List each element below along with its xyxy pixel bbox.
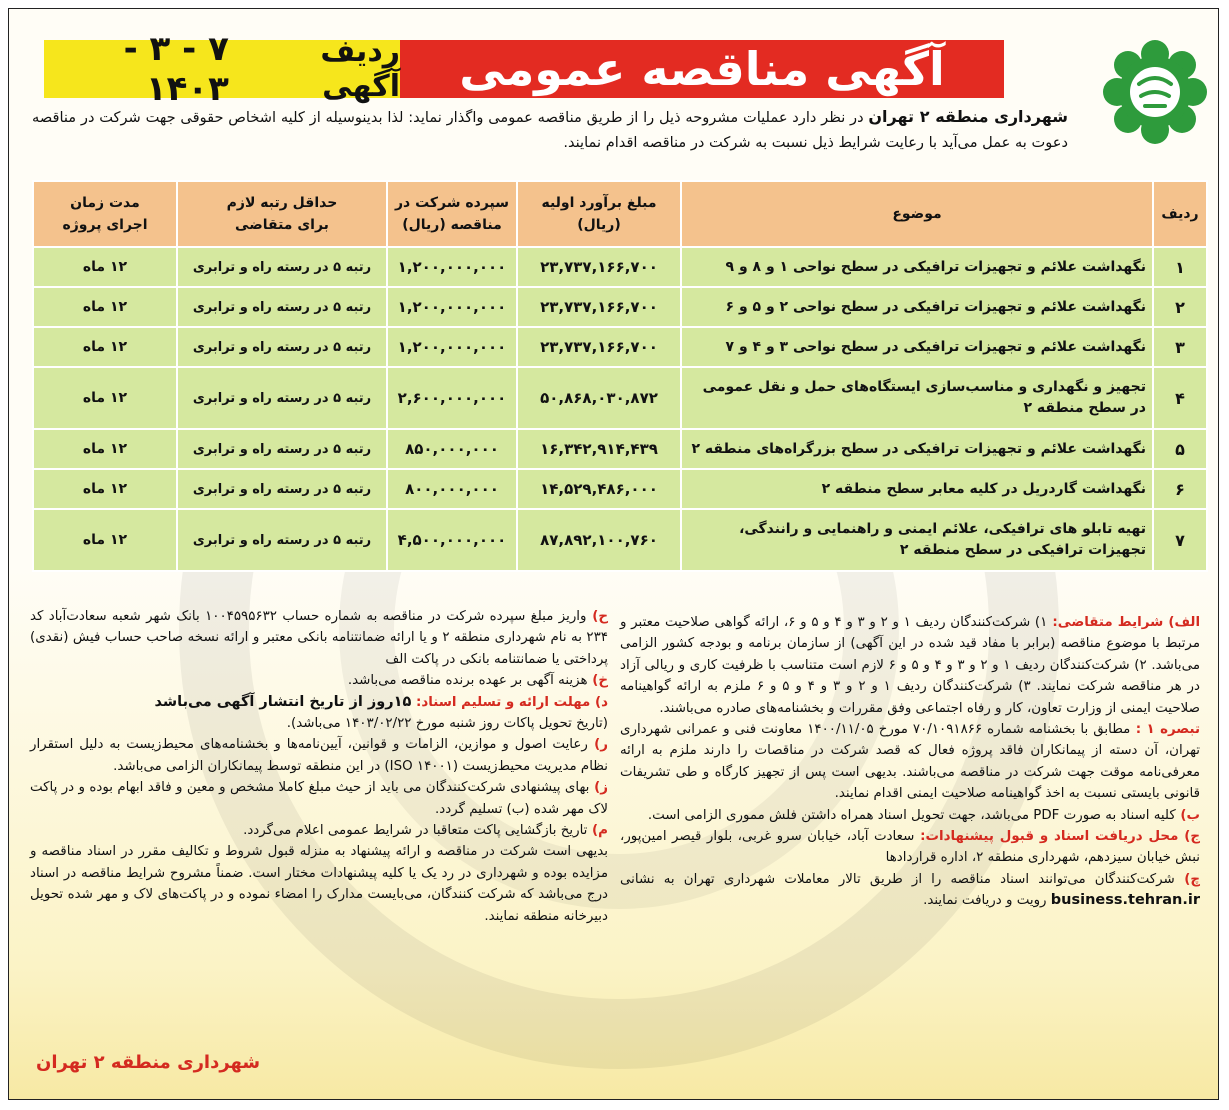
header-deposit: سپرده شرکت در مناقصه (ریال): [387, 181, 517, 247]
condition-jim-label: ج) محل دریافت اسناد و قبول پیشنهادات:: [914, 829, 1200, 845]
ad-row-number: ۷ - ۳ - ۱۴۰۳: [123, 29, 229, 109]
condition-dal-label: د) مهلت ارائه و تسلیم اسناد:: [411, 694, 608, 710]
table-row: [33, 509, 1207, 571]
intro-paragraph: [32, 104, 1068, 155]
row-rank: رتبه ۵ در رسته راه و ترابری: [177, 287, 387, 327]
header-estimate: مبلغ برآورد اولیه (ریال): [517, 181, 681, 247]
condition-re-label: ر): [587, 737, 608, 753]
header-duration-sub: اجرای پروژه: [62, 217, 148, 233]
row-number: ۲: [1153, 287, 1207, 327]
condition-jim-text: سعادت آباد، خیابان سرو غربی، بلوار قیصر امین‌پور، نبش خیابان سیزدهم، شهرداری منطقه ۲، اداره قراردادها: [620, 829, 1200, 866]
row-rank: رتبه ۵ در رسته راه و ترابری: [177, 469, 387, 509]
condition-mim-text: تاریخ بازگشایی پاکت متعاقبا در شرایط عمومی اعلام می‌گردد.: [243, 823, 588, 839]
row-deposit: ۸۵۰,۰۰۰,۰۰۰: [387, 429, 517, 469]
table-row: [33, 287, 1207, 327]
row-duration: ۱۲ ماه: [33, 367, 177, 429]
row-subject: نگهداشت علائم و تجهیزات ترافیکی در سطح نواحی ۲ و ۵ و ۶: [681, 287, 1153, 327]
header-row-num: ردیف: [1153, 181, 1207, 247]
row-rank: رتبه ۵ در رسته راه و ترابری: [177, 509, 387, 571]
table-row: [33, 367, 1207, 429]
condition-ze-label: ز): [589, 780, 608, 796]
note-tabsare: [620, 719, 1200, 805]
row-estimate: ۱۶,۳۴۲,۹۱۴,۴۳۹: [517, 429, 681, 469]
row-deposit: ۱,۲۰۰,۰۰۰,۰۰۰: [387, 287, 517, 327]
page-title: [400, 40, 1004, 98]
row-number: ۵: [1153, 429, 1207, 469]
row-estimate: ۱۴,۵۲۹,۴۸۶,۰۰۰: [517, 469, 681, 509]
table-header-row: [33, 181, 1207, 247]
condition-dal-note: (تاریخ تحویل پاکات روز شنبه مورخ ۱۴۰۳/۰۲/۲۲ می‌باشد).: [286, 716, 608, 732]
website-link[interactable]: business.tehran.ir: [1050, 892, 1200, 909]
row-subject: نگهداشت علائم و تجهیزات ترافیکی در سطح نواحی ۱ و ۸ و ۹: [681, 247, 1153, 287]
conditions-right-column: [620, 612, 1200, 912]
ad-row-label: ردیف آگهی: [320, 34, 400, 104]
condition-che-end: رویت و دریافت نمایند.: [923, 893, 1051, 909]
row-deposit: ۱,۲۰۰,۰۰۰,۰۰۰: [387, 247, 517, 287]
condition-jim: [620, 826, 1200, 869]
header-deposit-unit: مناقصه (ریال): [402, 217, 502, 233]
condition-he: [30, 606, 608, 670]
header-estimate-unit: (ریال): [577, 217, 621, 233]
header-rank: حداقل رتبه لازم برای متقاضی: [177, 181, 387, 247]
row-rank: رتبه ۵ در رسته راه و ترابری: [177, 429, 387, 469]
row-duration: ۱۲ ماه: [33, 327, 177, 367]
row-duration: ۱۲ ماه: [33, 509, 177, 571]
row-estimate: ۲۳,۷۳۷,۱۶۶,۷۰۰: [517, 327, 681, 367]
row-duration: ۱۲ ماه: [33, 247, 177, 287]
row-deposit: ۲,۶۰۰,۰۰۰,۰۰۰: [387, 367, 517, 429]
condition-alef: [620, 612, 1200, 719]
final-paragraph: بدیهی است شرکت در مناقصه و ارائه پیشنهاد به منزله قبول شروط و تکالیف مقرر در اسناد مناقصه و مزایده بوده و شهرداری در رد یک یا کلیه پیشنهادات مختار است. ضمناً مشروح شرایط مناقصه در اسناد درج می‌باشد که شرکت کنندگان، می‌بایست مدارک را امضاء نموده و در پاکت‌های لاک و مهر شده تحویل دبیرخانه منطقه نمایند.: [30, 844, 608, 924]
row-number: ۶: [1153, 469, 1207, 509]
signature: شهرداری منطقه ۲ تهران: [36, 1052, 261, 1073]
table-row: [33, 247, 1207, 287]
tehran-municipality-logo-icon: [1099, 36, 1211, 148]
row-duration: ۱۲ ماه: [33, 287, 177, 327]
conditions-left-column: [30, 606, 608, 927]
row-deposit: ۸۰۰,۰۰۰,۰۰۰: [387, 469, 517, 509]
condition-dal: [30, 692, 608, 735]
condition-alef-label: الف) شرایط متقاضی:: [1047, 615, 1201, 630]
header-rank-sub: برای متقاضی: [235, 217, 329, 233]
row-number: ۴: [1153, 367, 1207, 429]
intro-text: در نظر دارد عملیات مشروحه ذیل را از طریق مناقصه عمومی واگذار نماید: لذا بدینوسیله از کلیه اشخاص حقوقی جهت شرکت در مناقصه دعوت به عمل می‌آید با رعایت شرایط ذیل نسبت به شرکت در مناقصه اقدام نمایند.: [32, 109, 1068, 151]
condition-che: [620, 869, 1200, 912]
condition-ze-text: بهای پیشنهادی شرکت‌کنندگان می باید از حیث مبلغ کاملا مشخص و معین و فاقد ابهام بوده و در پاکت لاک مهر شده (ب) تسلیم گردد.: [30, 780, 608, 817]
condition-dal-text: ۱۵روز از تاریخ انتشار آگهی می‌باشد: [154, 693, 412, 710]
ad-row-badge: [44, 29, 400, 109]
title-text: آگهی مناقصه عمومی: [459, 42, 945, 96]
intro-org: شهرداری منطقه ۲ تهران: [868, 107, 1068, 126]
condition-khe: [30, 670, 608, 691]
row-estimate: ۲۳,۷۳۷,۱۶۶,۷۰۰: [517, 287, 681, 327]
row-estimate: ۲۳,۷۳۷,۱۶۶,۷۰۰: [517, 247, 681, 287]
condition-mim: [30, 820, 608, 841]
tender-table: [32, 180, 1208, 572]
row-deposit: ۱,۲۰۰,۰۰۰,۰۰۰: [387, 327, 517, 367]
condition-che-label: چ): [1174, 871, 1201, 887]
row-estimate: ۸۷,۸۹۲,۱۰۰,۷۶۰: [517, 509, 681, 571]
condition-he-text: واریز مبلغ سپرده شرکت در مناقصه به شماره حساب ۱۰۰۴۵۹۵۶۳۲ بانک شهر شعبه سعادت‌آباد کد ۲۳۴ به نام شهرداری منطقه ۲ و یا ارائه ضمانتنامه بانکی معتبر و ارائه نسخه صاحب حساب فیش (نقدی) پرداختی یا ضمانتنامه بانکی در پاکت الف: [30, 609, 608, 667]
table-row: [33, 429, 1207, 469]
row-subject: نگهداشت علائم و تجهیزات ترافیکی در سطح نواحی ۳ و ۴ و ۷: [681, 327, 1153, 367]
row-deposit: ۴,۵۰۰,۰۰۰,۰۰۰: [387, 509, 517, 571]
condition-be: [620, 805, 1200, 826]
row-subject: نگهداشت گاردریل در کلیه معابر سطح منطقه ۲: [681, 469, 1153, 509]
row-subject: نگهداشت علائم و تجهیزات ترافیکی در سطح بزرگراه‌های منطقه ۲: [681, 429, 1153, 469]
note-tabsare-label: تبصره ۱ :: [1130, 722, 1200, 738]
condition-khe-text: هزینه آگهی بر عهده برنده مناقصه می‌باشد.: [347, 673, 588, 689]
condition-be-label: ب): [1175, 807, 1200, 823]
condition-he-label: ح): [586, 609, 608, 624]
condition-khe-label: خ): [587, 673, 608, 689]
condition-re: [30, 734, 608, 777]
header-duration: مدت زمان اجرای پروژه: [33, 181, 177, 247]
row-rank: رتبه ۵ در رسته راه و ترابری: [177, 247, 387, 287]
row-number: ۳: [1153, 327, 1207, 367]
condition-mim-label: م): [587, 823, 608, 839]
condition-ze: [30, 777, 608, 820]
table-row: [33, 327, 1207, 367]
row-rank: رتبه ۵ در رسته راه و ترابری: [177, 327, 387, 367]
condition-be-text: کلیه اسناد به صورت PDF می‌باشد، جهت تحویل اسناد همراه داشتن فلش مموری الزامی است.: [647, 807, 1176, 823]
row-duration: ۱۲ ماه: [33, 429, 177, 469]
table-row: [33, 469, 1207, 509]
row-rank: رتبه ۵ در رسته راه و ترابری: [177, 367, 387, 429]
condition-alef-text: ۱) شرکت‌کنندگان ردیف ۱ و ۲ و ۳ و ۴ و ۵ و ۶، ارائه گواهی صلاحیت معتبر و مرتبط با موضوع مناقصه (برابر با مفاد قید شده در این آگهی) از سازمان برنامه و بودجه کشور الزامی می‌باشد. ۲) شرکت‌کنندگان ردیف ۱ و ۲ و ۳ و ۴ و ۵ و ۶ لازم است متناسب با ظرفیت کاری و ریالی آزاد در هر مناقصه شرکت نمایند. ۳) شرکت‌کنندگان ردیف ۱ و ۲ و ۳ و ۴ و ۵ و ۶ ملزم به ارائه گواهینامه صلاحیت ایمنی از وزارت تعاون، کار و رفاه اجتماعی وفق مقررات و بخشنامه‌های صادره می‌باشند.: [620, 615, 1200, 716]
row-duration: ۱۲ ماه: [33, 469, 177, 509]
row-estimate: ۵۰,۸۶۸,۰۳۰,۸۷۲: [517, 367, 681, 429]
header-subject: موضوع: [681, 181, 1153, 247]
row-number: ۷: [1153, 509, 1207, 571]
row-subject: تجهیز و نگهداری و مناسب‌سازی ایستگاه‌های حمل و نقل عمومی در سطح منطقه ۲: [681, 367, 1153, 429]
condition-che-text: شرکت‌کنندگان می‌توانند اسناد مناقصه را از طریق تالار معاملات شهرداری تهران به نشانی: [620, 871, 1175, 887]
note-tabsare-text: مطابق با بخشنامه شماره ۷۰/۱۰۹۱۸۶۶ مورخ ۱۴۰۰/۱۱/۰۵ معاونت فنی و عمرانی شهرداری تهران، آن دسته از پیمانکاران فاقد پروژه فعال که قصد شرکت در مناقصات را دارند ملزم به ارائه معرفی‌نامه موقت جهت شرکت در مناقصه می‌باشند. بدیهی است پس از تجهیز کارگاه و طی تشریفات قانونی بایستی نسبت به اخذ گواهینامه صلاحیت ایمنی اقدام نمایند.: [620, 722, 1200, 802]
row-number: ۱: [1153, 247, 1207, 287]
condition-re-text: رعایت اصول و موازین، الزامات و قوانین، آیین‌نامه‌ها و بخشنامه‌های محیط‌زیست به دلیل استقرار نظام مدیریت محیط‌زیست (ISO ۱۴۰۰۱) در این منطقه توسط پیمانکاران الزامی می‌باشد.: [30, 737, 608, 774]
row-subject: تهیه تابلو های ترافیکی، علائم ایمنی و راهنمایی و رانندگی، تجهیزات ترافیکی در سطح منطقه ۲: [681, 509, 1153, 571]
